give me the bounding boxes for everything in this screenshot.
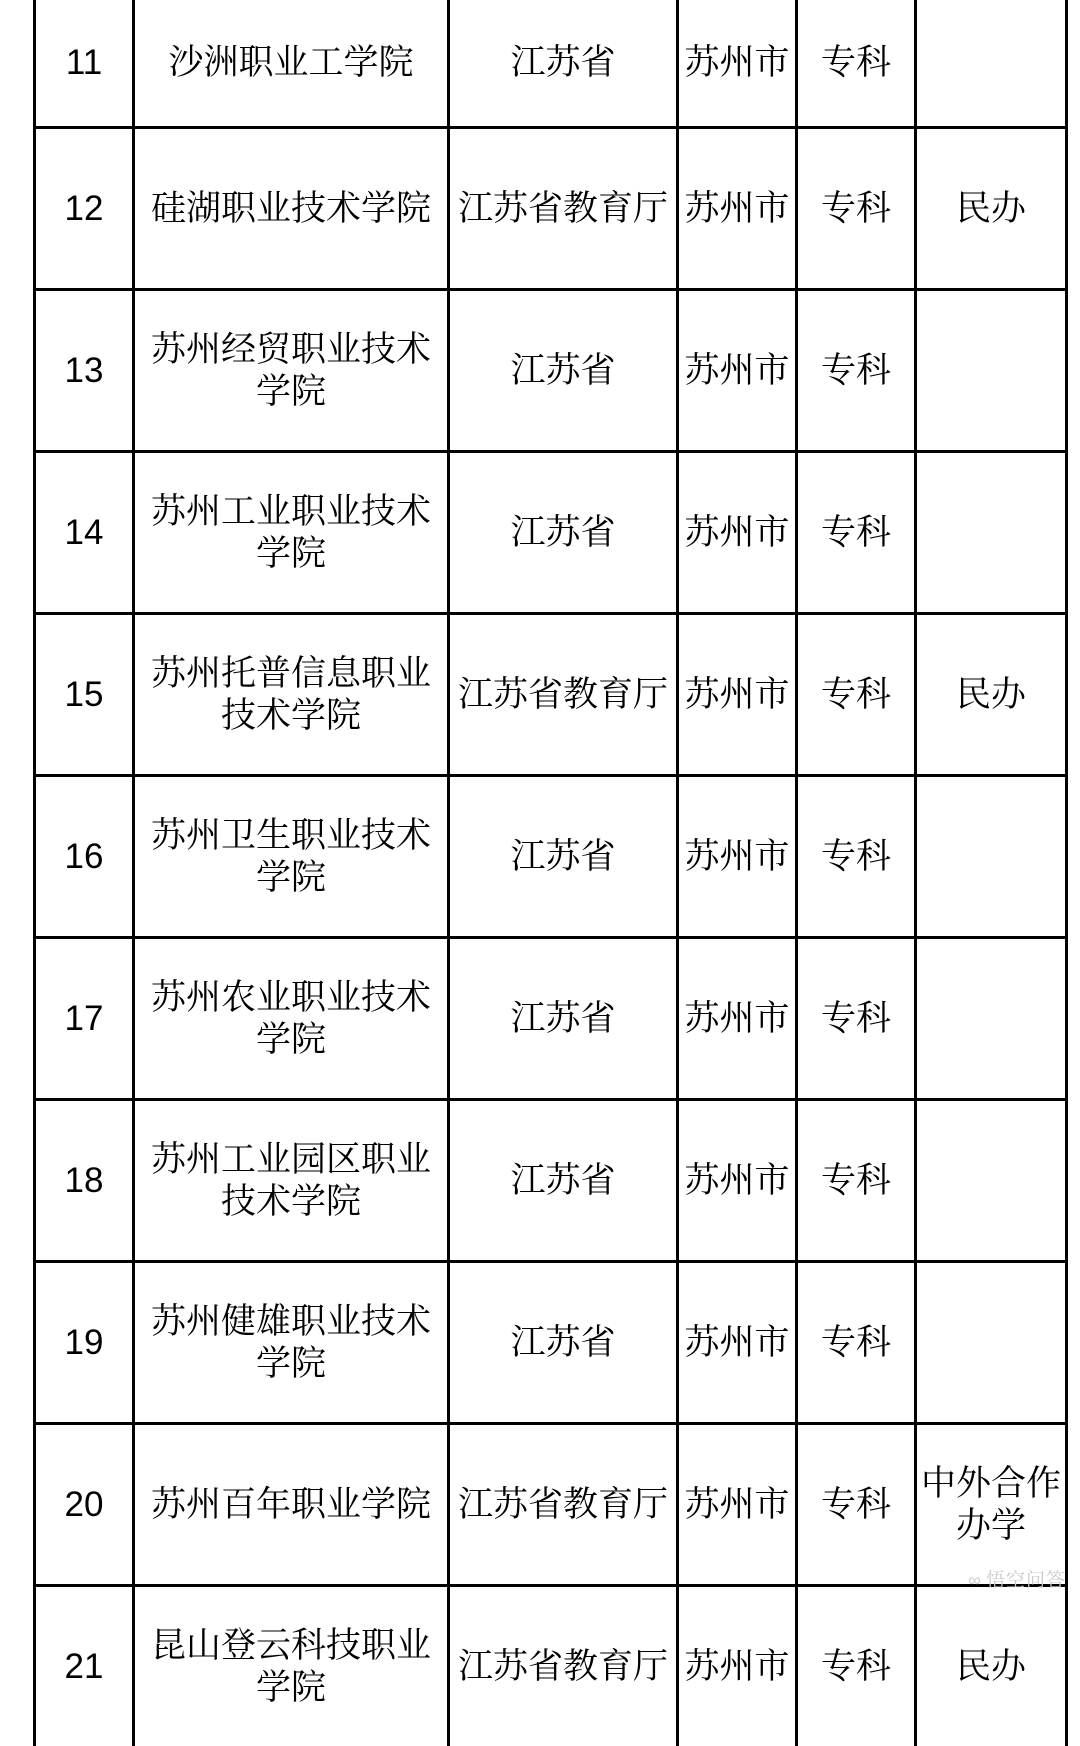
table-body xyxy=(35,0,1067,1746)
cell-city: 苏州市 xyxy=(678,1586,797,1746)
watermark-text: 悟空问答 xyxy=(986,1570,1066,1591)
table-row xyxy=(35,614,1067,776)
cell-level: 专科 xyxy=(797,1100,916,1262)
cell-type xyxy=(916,1100,1067,1262)
cell-school-name: 苏州工业职业技术学院 xyxy=(134,452,449,614)
cell-authority: 江苏省教育厅 xyxy=(449,1586,678,1746)
cell-type: 中外合作办学 xyxy=(916,1424,1067,1586)
cell-authority: 江苏省教育厅 xyxy=(449,128,678,290)
cell-index: 20 xyxy=(35,1424,134,1586)
cell-level: 专科 xyxy=(797,614,916,776)
cell-index: 11 xyxy=(35,0,134,128)
cell-index: 13 xyxy=(35,290,134,452)
cell-type: 民办 xyxy=(916,1586,1067,1746)
cell-school-name: 昆山登云科技职业学院 xyxy=(134,1586,449,1746)
cell-authority: 江苏省 xyxy=(449,938,678,1100)
table-row xyxy=(35,0,1067,128)
cell-type xyxy=(916,290,1067,452)
cell-school-name: 硅湖职业技术学院 xyxy=(134,128,449,290)
cell-city: 苏州市 xyxy=(678,1424,797,1586)
cell-level: 专科 xyxy=(797,1424,916,1586)
cell-level: 专科 xyxy=(797,1586,916,1746)
cell-city: 苏州市 xyxy=(678,452,797,614)
table-row xyxy=(35,1100,1067,1262)
table-row xyxy=(35,452,1067,614)
cell-level: 专科 xyxy=(797,938,916,1100)
cell-city: 苏州市 xyxy=(678,1262,797,1424)
cell-index: 19 xyxy=(35,1262,134,1424)
cell-city: 苏州市 xyxy=(678,776,797,938)
watermark xyxy=(968,1565,1066,1592)
cell-type xyxy=(916,1262,1067,1424)
cell-authority: 江苏省 xyxy=(449,1100,678,1262)
cell-index: 17 xyxy=(35,938,134,1100)
cell-authority: 江苏省教育厅 xyxy=(449,1424,678,1586)
cell-level: 专科 xyxy=(797,452,916,614)
cell-city: 苏州市 xyxy=(678,938,797,1100)
cell-authority: 江苏省 xyxy=(449,776,678,938)
cell-index: 15 xyxy=(35,614,134,776)
school-list-table xyxy=(33,0,1068,1746)
cell-school-name: 苏州健雄职业技术学院 xyxy=(134,1262,449,1424)
cell-school-name: 苏州卫生职业技术学院 xyxy=(134,776,449,938)
cell-type xyxy=(916,452,1067,614)
cell-type xyxy=(916,938,1067,1100)
cell-index: 12 xyxy=(35,128,134,290)
cell-authority: 江苏省 xyxy=(449,452,678,614)
cell-authority: 江苏省 xyxy=(449,1262,678,1424)
cell-type: 民办 xyxy=(916,128,1067,290)
cell-type: 民办 xyxy=(916,614,1067,776)
cell-authority: 江苏省教育厅 xyxy=(449,614,678,776)
cell-level: 专科 xyxy=(797,0,916,128)
cell-school-name: 苏州工业园区职业技术学院 xyxy=(134,1100,449,1262)
cell-city: 苏州市 xyxy=(678,0,797,128)
cell-school-name: 苏州百年职业学院 xyxy=(134,1424,449,1586)
table-row xyxy=(35,776,1067,938)
cell-city: 苏州市 xyxy=(678,614,797,776)
cell-school-name: 苏州经贸职业技术学院 xyxy=(134,290,449,452)
cell-level: 专科 xyxy=(797,1262,916,1424)
table-row xyxy=(35,938,1067,1100)
cell-city: 苏州市 xyxy=(678,290,797,452)
cell-index: 21 xyxy=(35,1586,134,1746)
table-row xyxy=(35,1424,1067,1586)
cell-authority: 江苏省 xyxy=(449,290,678,452)
cell-index: 18 xyxy=(35,1100,134,1262)
cell-school-name: 苏州农业职业技术学院 xyxy=(134,938,449,1100)
cell-city: 苏州市 xyxy=(678,128,797,290)
cell-level: 专科 xyxy=(797,290,916,452)
cell-school-name: 沙洲职业工学院 xyxy=(134,0,449,128)
cell-index: 14 xyxy=(35,452,134,614)
cell-level: 专科 xyxy=(797,776,916,938)
cell-city: 苏州市 xyxy=(678,1100,797,1262)
cell-authority: 江苏省 xyxy=(449,0,678,128)
cell-type xyxy=(916,776,1067,938)
cell-school-name: 苏州托普信息职业技术学院 xyxy=(134,614,449,776)
table-row xyxy=(35,1262,1067,1424)
cell-index: 16 xyxy=(35,776,134,938)
table-row xyxy=(35,290,1067,452)
cell-type xyxy=(916,0,1067,128)
table-row xyxy=(35,128,1067,290)
watermark-logo-icon: ∞ xyxy=(968,1570,982,1591)
cell-level: 专科 xyxy=(797,128,916,290)
table-row xyxy=(35,1586,1067,1746)
